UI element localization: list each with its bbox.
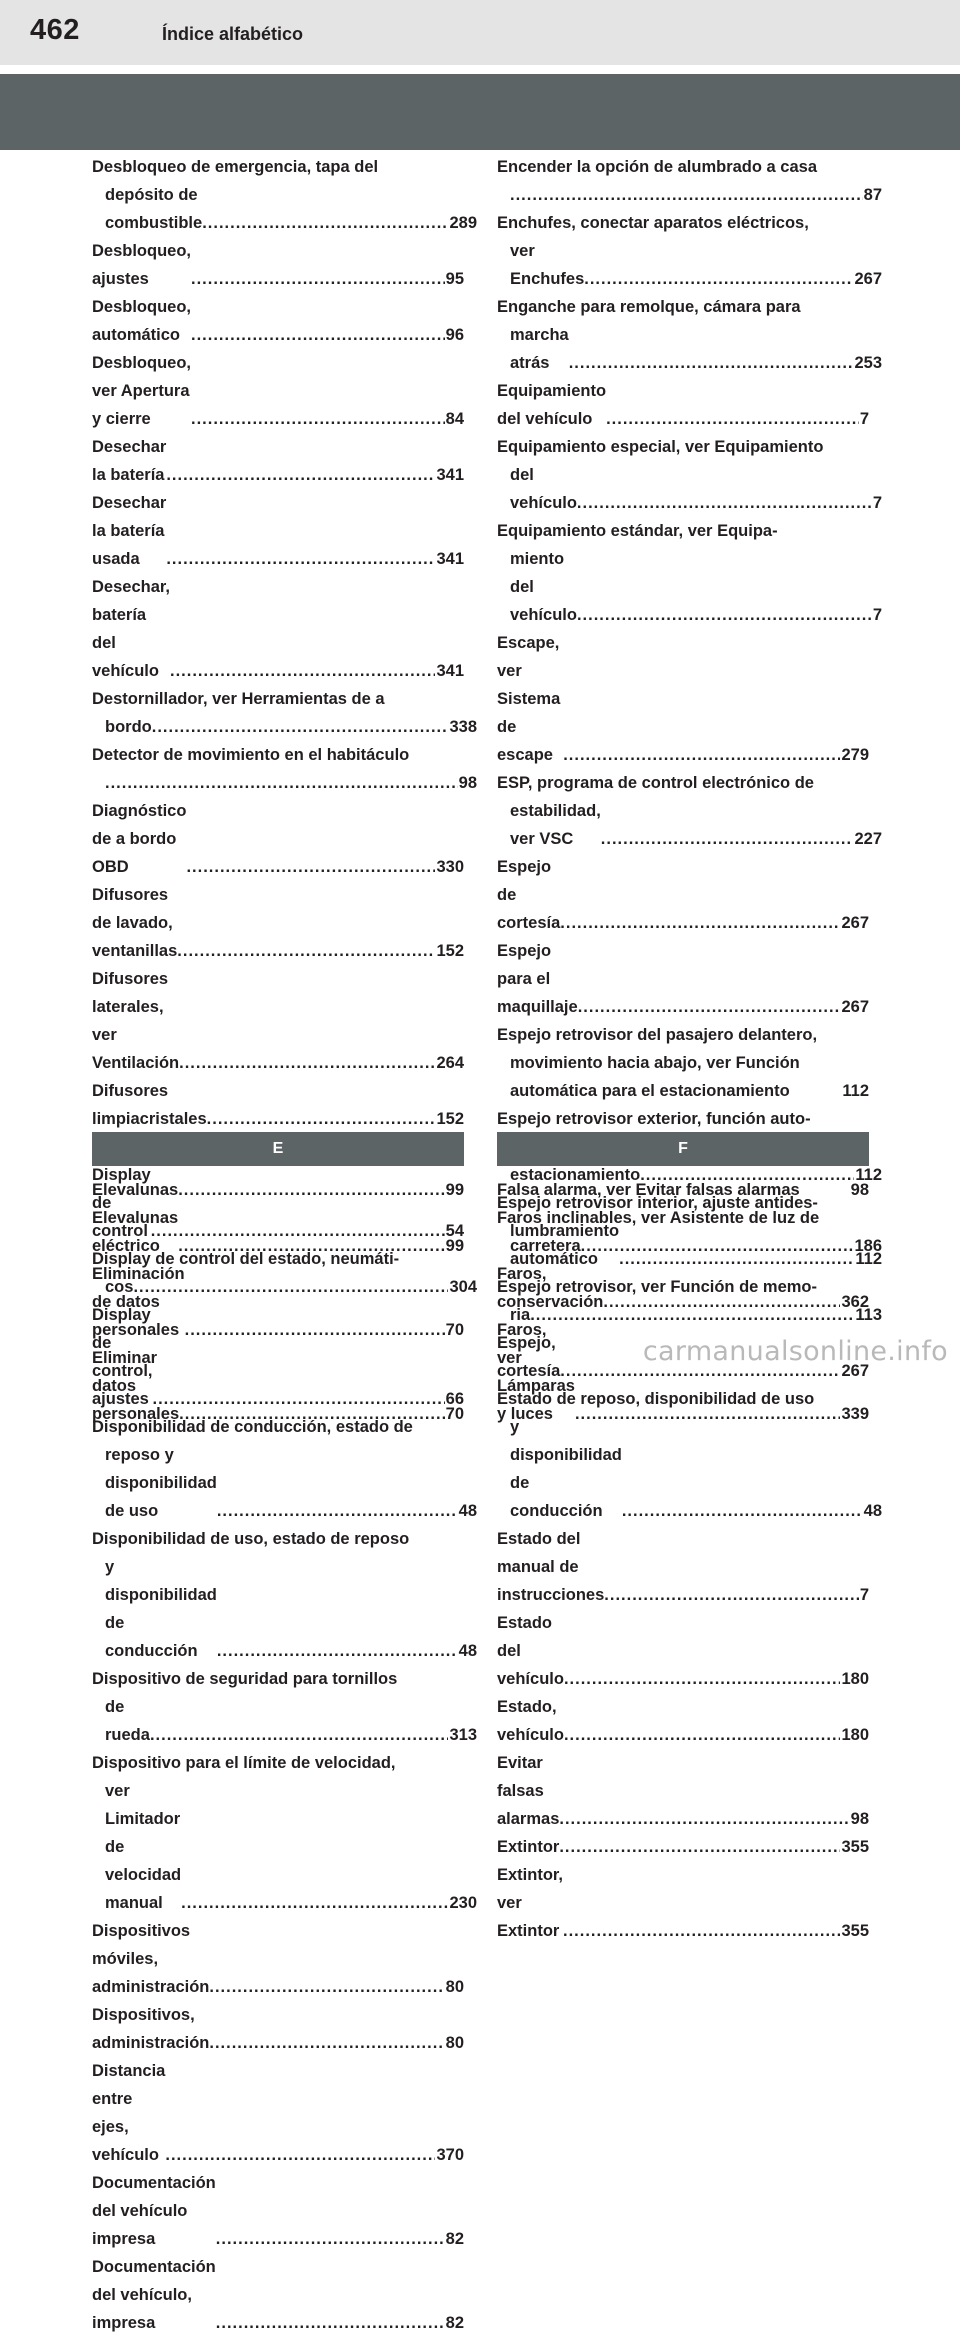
page-reference: 48 [458,1642,477,1660]
index-entry [92,2001,464,2057]
index-entry [497,153,882,209]
index-entry [497,1693,869,1749]
dot-leader [170,657,435,685]
index-entry [92,1917,464,2001]
entry-text: estacionamiento [510,1166,641,1184]
dot-leader [601,825,854,853]
index-entry [497,1021,869,1105]
dot-leader [185,1316,445,1344]
entry-text: Display de control del estado, neumáti- [92,1250,400,1268]
page-reference: 180 [841,1670,869,1688]
entry-text: Espejo retrovisor del pasajero delantero, [497,1026,818,1044]
entry-text: Documentación del vehículo, impresa [92,2258,216,2332]
index-entry [92,2169,464,2253]
index-entry [92,349,464,433]
letter-heading-e: E [92,1132,464,1166]
dot-leader [178,1232,444,1260]
dot-leader [217,1637,458,1665]
entry-text: y disponibilidad de conducción [105,1558,217,1660]
entry-text: Faros inclinables, ver Asistente de luz de [497,1209,820,1227]
page-reference: 112 [855,1250,882,1268]
dot-leader [216,2225,445,2253]
section-title: Índice alfabético [162,24,304,44]
entry-text: Desbloqueo, ajustes [92,242,192,288]
entry-text: Difusores de lavado, ventanillas [92,886,178,960]
entry-text: Escape, ver Sistema de escape [497,634,561,764]
dot-leader [177,937,435,965]
index-entry [92,2057,464,2169]
index-entry [92,797,464,881]
entry-text: automática para el estacionamiento [510,1082,790,1100]
entry-text: ESP, programa de control electrónico de [497,774,814,792]
entry-text: movimiento hacia abajo, ver Función [510,1054,800,1072]
entry-text: carretera [510,1237,581,1255]
index-entry [497,209,882,293]
index-entry [497,293,882,377]
page-reference: 267 [841,1362,869,1380]
dot-leader [606,405,859,433]
entry-text: Equipamiento estándar, ver Equipa- [497,522,778,540]
entry-text: Equipamiento del vehículo [497,382,607,428]
dot-leader [191,265,445,293]
page-reference: 355 [841,1838,869,1856]
page-reference: 267 [841,998,869,1016]
entry-text: del vehículo [510,466,577,512]
dot-leader [575,1400,841,1428]
entry-text: Equipamiento especial, ver Equipamiento [497,438,824,456]
page-reference: 227 [854,830,882,848]
dot-leader [581,1232,854,1260]
dot-leader [577,489,872,517]
page-reference: 313 [449,1726,477,1744]
dot-leader [166,545,435,573]
entry-text: Faros, conservación [497,1265,604,1311]
entry-text: miento del vehículo [510,550,577,624]
index-entry [497,1749,869,1833]
entry-text: Display de control, ajustes [92,1306,153,1408]
page-reference: 180 [841,1726,869,1744]
index-entry [92,1204,464,1260]
dot-leader [604,1581,859,1609]
page-reference: 370 [436,2146,464,2164]
dot-leader [217,1497,458,1525]
entry-text: Enganche para remolque, cámara para [497,298,801,316]
entry-text: Destornillador, ver Herramientas de a [92,690,385,708]
entry-text: depósito de combustible [105,186,203,232]
entry-text: Difusores laterales, ver Ventilación [92,970,180,1072]
entry-text: Estado, vehículo [497,1698,564,1744]
page-reference: 186 [854,1237,882,1255]
index-entry [92,237,464,293]
page-reference: 267 [854,270,882,288]
entry-text: Espejo, cortesía [497,1334,561,1380]
dot-leader [564,1665,841,1693]
dot-leader [603,1288,840,1316]
entry-text: Desechar, batería del vehículo [92,578,170,680]
entry-text: Display de control [92,1166,151,1240]
entry-text: Dispositivo para el límite de velocidad, [92,1754,396,1772]
page-reference: 80 [445,2034,464,2052]
watermark: carmanualsonline.info [642,1336,948,1367]
page-reference: 330 [436,858,464,876]
letter-heading-f: F [497,1132,869,1166]
dot-leader [152,713,449,741]
page-reference: 84 [445,410,464,428]
entry-text: Espejo para el maquillaje [497,942,578,1016]
page-reference: 95 [445,270,464,288]
dot-leader [191,405,445,433]
page-reference: 113 [855,1306,882,1324]
index-entry [497,1176,869,1204]
entry-text: ver Limitador de velocidad manual [105,1782,182,1912]
entry-text: Enchufes, conectar aparatos eléctricos, [497,214,809,232]
entry-text: Extintor [497,1838,560,1856]
dot-leader [179,1049,435,1077]
entry-text: Dispositivos, administración [92,2006,210,2052]
index-entry [92,433,464,489]
page-reference: 339 [841,1405,869,1423]
entry-text: Estado del vehículo [497,1614,564,1688]
index-entry [92,1176,464,1204]
page-reference: 362 [841,1293,869,1311]
entry-text: Desbloqueo, ver Apertura y cierre [92,354,192,428]
index-entry [92,965,464,1077]
index-entry [92,489,464,573]
index-entry [497,1260,869,1316]
page-reference: 99 [445,1237,464,1255]
page-reference: 152 [436,942,464,960]
index-section-f [497,1176,882,1428]
page-header [0,0,960,65]
index-section-e [92,1176,464,1428]
dot-leader [150,1721,449,1749]
page-reference: 341 [436,550,464,568]
dot-leader [191,321,445,349]
page-reference: 48 [863,1502,882,1520]
entry-text: marcha atrás [510,326,569,372]
index-entry [497,769,882,853]
entry-text: Faros, ver Lámparas y luces [497,1321,575,1423]
index-entry [497,433,882,517]
page-reference: 98 [458,774,477,792]
page-reference: 341 [436,466,464,484]
index-entry [92,573,464,685]
page-reference: 264 [436,1054,464,1072]
index-entry [497,629,869,769]
dot-leader [510,181,863,209]
index-entry [497,853,869,937]
index-entry [92,293,464,349]
entry-text: de rueda [105,1698,150,1744]
dot-leader [202,209,448,237]
index-column-right [497,153,882,1945]
page-reference: 66 [445,1390,464,1408]
page-reference: 267 [841,914,869,932]
index-entry [92,1344,464,1428]
entry-text: Eliminación de datos personales [92,1265,185,1339]
dot-leader [563,741,840,769]
page-reference: 48 [458,1502,477,1520]
page-reference: 112 [842,1082,869,1100]
page-reference: 152 [436,1110,464,1128]
page-reference: 7 [859,410,869,428]
dot-leader [207,1105,436,1133]
entry-text: ver Enchufes [510,242,585,288]
entry-text: Eliminar datos personales [92,1349,180,1423]
page-reference: 7 [859,1586,869,1604]
entry-text: Espejo retrovisor interior, ajuste antides- [497,1194,818,1212]
index-entry [92,1077,464,1133]
page-reference: 355 [841,1922,869,1940]
entry-text: Espejo retrovisor, ver Función de memo- [497,1278,818,1296]
dot-leader [563,1917,840,1945]
entry-text: Falsa alarma, ver Evitar falsas alarmas [497,1181,800,1199]
entry-text: estabilidad, ver VSC [510,802,601,848]
index-entry [92,1665,477,1749]
entry-text: Documentación del vehículo impresa [92,2174,216,2248]
dot-leader [179,1400,445,1428]
dot-leader [166,461,435,489]
index-entry [92,685,477,741]
dot-leader [105,769,458,797]
page-reference: 99 [445,1181,464,1199]
entry-text: ria [510,1306,531,1324]
dot-leader [209,1973,444,2001]
index-entry [497,937,869,1021]
entry-text: Desechar la batería [92,438,167,484]
page-reference: 70 [445,1405,464,1423]
page-reference: 82 [445,2314,464,2332]
entry-text: reposo y disponibilidad de uso [105,1446,217,1520]
entry-text: Elevalunas eléctrico [92,1209,179,1255]
page-reference: 338 [449,718,477,736]
dot-leader [560,909,840,937]
index-entry [92,1260,464,1344]
page-reference: 7 [872,494,882,512]
index-entry [497,517,882,629]
page-reference: 82 [445,2230,464,2248]
dot-leader [559,1805,849,1833]
index-entry [497,1609,869,1693]
index-entry [497,1833,869,1861]
index-entry [497,1861,869,1945]
entry-text: Espejo retrovisor exterior, función auto- [497,1110,811,1128]
page-reference: 87 [863,186,882,204]
dot-leader [165,2141,435,2169]
entry-text: Desechar la batería usada [92,494,167,568]
page-reference: 70 [445,1321,464,1339]
page-reference: 7 [872,606,882,624]
entry-text: Extintor, ver Extintor [497,1866,564,1940]
entry-text: lumbramiento automático [510,1222,620,1268]
entry-text: Encender la opción de alumbrado a casa [497,158,818,176]
index-entry [92,1413,477,1525]
entry-text: Disponibilidad de uso, estado de reposo [92,1530,410,1548]
entry-text: bordo [105,718,152,736]
dot-leader [569,349,854,377]
index-entry [497,1316,869,1428]
entry-text: Dispositivos móviles, administración [92,1922,210,1996]
dot-leader [564,1721,841,1749]
page-reference: 80 [445,1978,464,1996]
dot-leader [216,2309,445,2337]
dot-leader [178,1176,444,1204]
dot-leader [622,1497,863,1525]
dot-leader [186,853,435,881]
entry-text: Difusores limpiacristales [92,1082,207,1128]
page-reference: 253 [854,354,882,372]
entry-text: y disponibilidad de conducción [510,1418,622,1520]
entry-text: Disponibilidad de conducción, estado de [92,1418,413,1436]
page-reference: 230 [449,1894,477,1912]
header-banner [0,74,960,150]
dot-leader [584,265,853,293]
index-entry [92,1525,477,1665]
entry-text: Desbloqueo de emergencia, tapa del [92,158,379,176]
page-reference: 98 [850,1810,869,1828]
entry-text: Estado del manual de instrucciones [497,1530,605,1604]
dot-leader [578,993,841,1021]
entry-text: Espejo de cortesía [497,858,561,932]
entry-text: Evitar falsas alarmas [497,1754,560,1828]
page-reference: 304 [449,1278,477,1296]
entry-text: Elevalunas [92,1181,179,1199]
dot-leader [181,1889,448,1917]
page-reference: 279 [841,746,869,764]
page-reference: 54 [445,1222,464,1240]
page-reference: 98 [850,1181,869,1199]
page-reference: 289 [449,214,477,232]
index-entry [92,153,477,237]
index-entry [92,1749,477,1917]
page-reference: 341 [436,662,464,680]
page-number: 462 [30,14,80,46]
page-reference: 96 [445,326,464,344]
index-entry [92,2253,464,2337]
index-entry [92,881,464,965]
entry-text: Estado de reposo, disponibilidad de uso [497,1390,815,1408]
page-reference: 112 [855,1166,882,1184]
index-entry [497,1525,869,1609]
entry-text: Dispositivo de seguridad para tornillos [92,1670,398,1688]
index-entry [497,377,869,433]
entry-text: Desbloqueo, automático [92,298,192,344]
entry-text: Detector de movimiento en el habitáculo [92,746,410,764]
dot-leader [209,2029,444,2057]
entry-text: Distancia entre ejes, vehículo [92,2062,166,2164]
entry-text: Diagnóstico de a bordo OBD [92,802,187,876]
index-entry [92,741,477,797]
dot-leader [559,1833,840,1861]
entry-text: cos [105,1278,134,1296]
dot-leader [577,601,872,629]
